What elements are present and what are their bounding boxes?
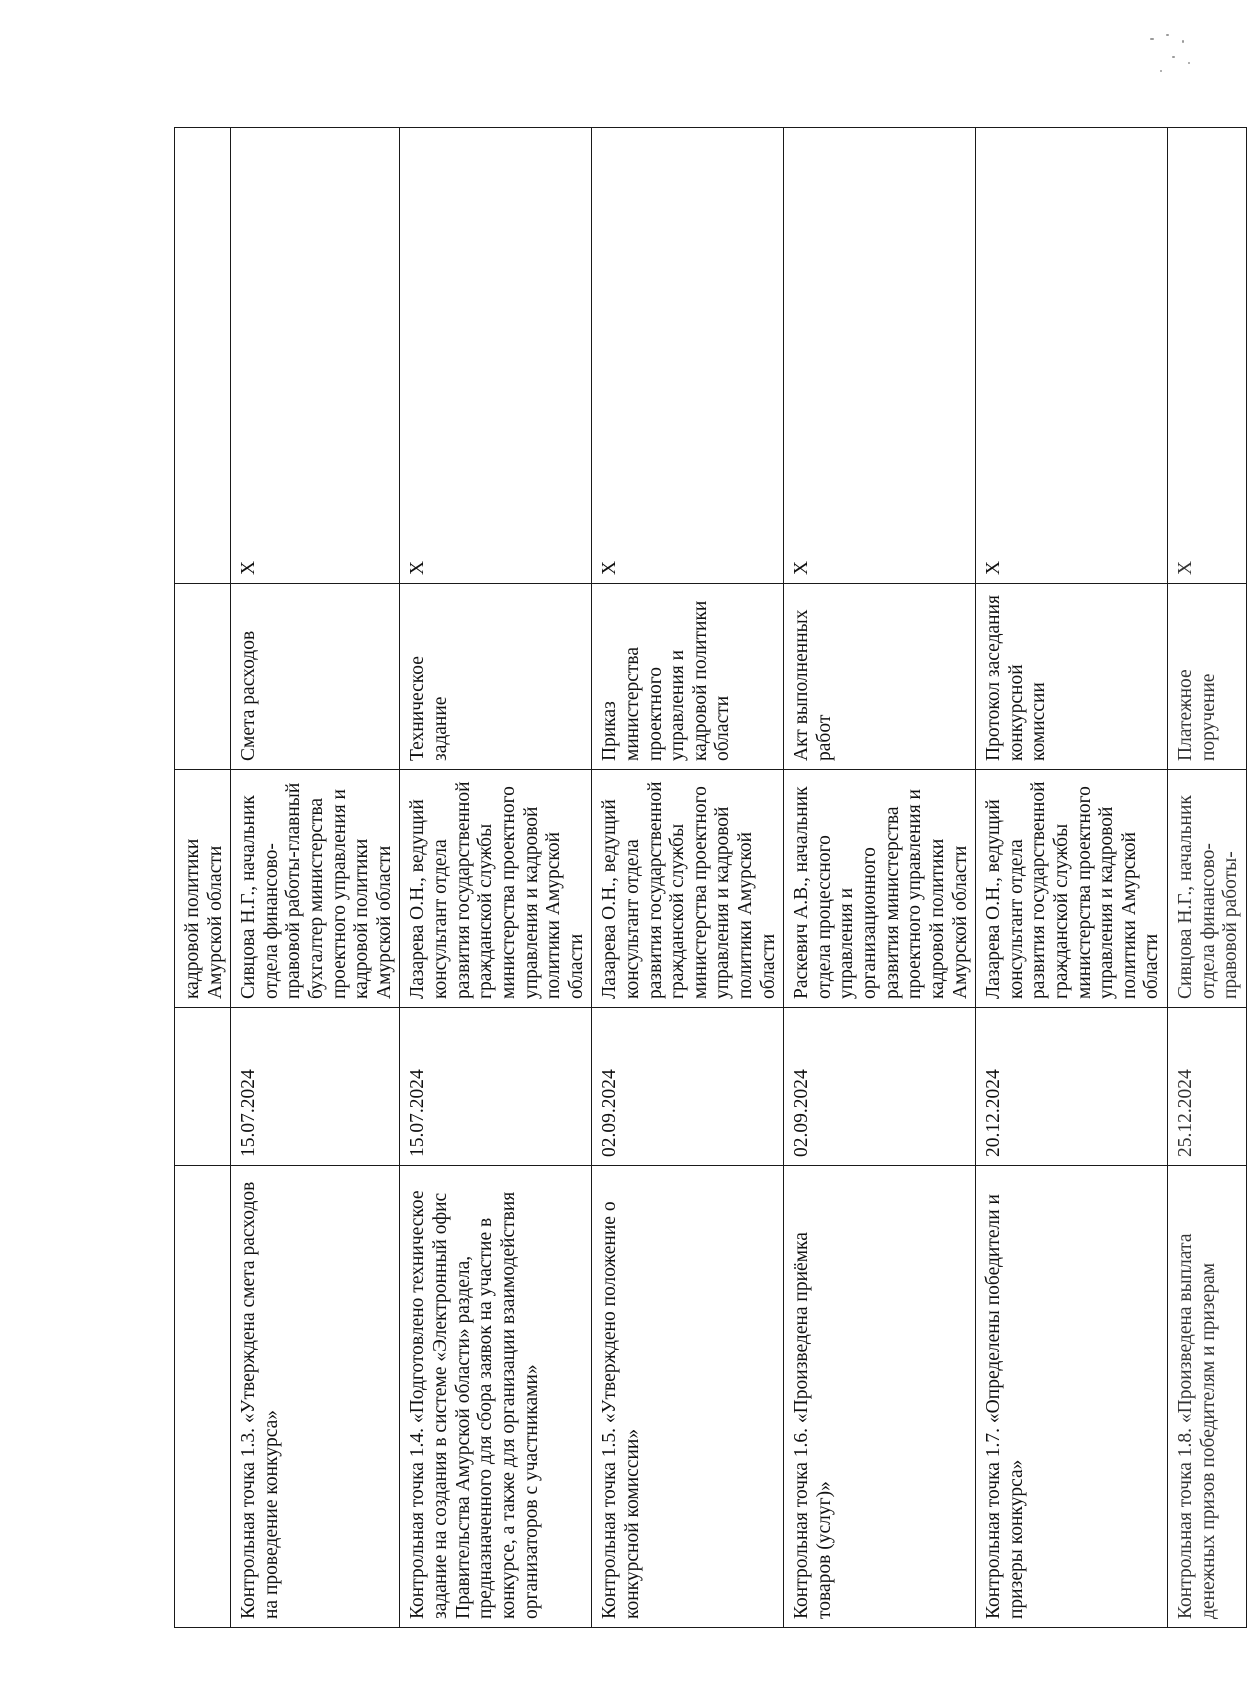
executor-cell: кадровой политики Амурской области [175, 770, 231, 1008]
scan-noise-speck [1182, 40, 1184, 43]
control-points-table [174, 127, 1247, 1628]
mark-cell: X [400, 128, 592, 584]
document-cell [175, 584, 231, 770]
date-cell: 25.12.2024 [1167, 1008, 1246, 1166]
event-cell: Контрольная точка 1.6. «Произведена приёмка товаров (услуг)» [784, 1166, 976, 1628]
mark-cell: X [231, 128, 400, 584]
mark-cell: X [592, 128, 784, 584]
mark-cell [175, 128, 231, 584]
document-cell: Техническое задание [400, 584, 592, 770]
event-cell: Контрольная точка 1.5. «Утверждено положение о конкурсной комиссии» [592, 1166, 784, 1628]
date-cell: 02.09.2024 [784, 1008, 976, 1166]
executor-cell: Лазарева О.Н., ведущий консультант отдела развития государственной гражданской службы министерства проектного управления и кадровой политики Амурской области [400, 770, 592, 1008]
table-row [231, 128, 400, 1628]
event-cell: Контрольная точка 1.7. «Определены победители и призеры конкурса» [976, 1166, 1168, 1628]
scan-noise-speck [1150, 38, 1154, 40]
date-cell [175, 1008, 231, 1166]
mark-cell: X [976, 128, 1168, 584]
date-cell: 02.09.2024 [592, 1008, 784, 1166]
executor-cell: Раскевич А.В., начальник отдела процессного управления и организационного развития министерства проектного управления и кадровой политики Амурской области [784, 770, 976, 1008]
document-cell: Протокол заседания конкурсной комиссии [976, 584, 1168, 770]
scan-noise-speck [1188, 62, 1190, 64]
event-cell: Контрольная точка 1.4. «Подготовлено техническое задание на создания в системе «Электронный офис Правительства Амурской области» раздела, предназначенного для сбора заявок на участие в конкурсе, а также для организации взаимодействия организаторов с участниками» [400, 1166, 592, 1628]
rotated-table-wrapper [174, 128, 1242, 1628]
table-row-continuation [175, 128, 231, 1628]
date-cell: 20.12.2024 [976, 1008, 1168, 1166]
scan-noise-speck [1166, 34, 1169, 36]
table-row [784, 128, 976, 1628]
executor-cell: Сивцова Н.Г., начальник отдела финансово-правовой работы- [1167, 770, 1246, 1008]
executor-cell: Лазарева О.Н., ведущий консультант отдела развития государственной гражданской службы министерства проектного управления и кадровой политики Амурской области [592, 770, 784, 1008]
mark-cell: X [1167, 128, 1246, 584]
table-row [592, 128, 784, 1628]
date-cell: 15.07.2024 [231, 1008, 400, 1166]
scan-noise-speck [1172, 56, 1175, 58]
document-cell: Акт выполненных работ [784, 584, 976, 770]
event-cell: Контрольная точка 1.3. «Утверждена смета расходов на проведение конкурса» [231, 1166, 400, 1628]
table-row [1167, 128, 1246, 1628]
document-cell: Приказ министерства проектного управления и кадровой политики области [592, 584, 784, 770]
event-cell [175, 1166, 231, 1628]
event-cell: Контрольная точка 1.8. «Произведена выплата денежных призов победителям и призерам [1167, 1166, 1246, 1628]
date-cell: 15.07.2024 [400, 1008, 592, 1166]
document-cell: Платежное поручение [1167, 584, 1246, 770]
document-cell: Смета расходов [231, 584, 400, 770]
executor-cell: Сивцова Н.Г., начальник отдела финансово-правовой работы-главный бухгалтер министерства проектного управления и кадровой политики Амурской области [231, 770, 400, 1008]
table-row [976, 128, 1168, 1628]
scan-noise-speck [1160, 70, 1162, 72]
executor-cell: Лазарева О.Н., ведущий консультант отдела развития государственной гражданской службы министерства проектного управления и кадровой политики Амурской области [976, 770, 1168, 1008]
table-row [400, 128, 592, 1628]
mark-cell: X [784, 128, 976, 584]
